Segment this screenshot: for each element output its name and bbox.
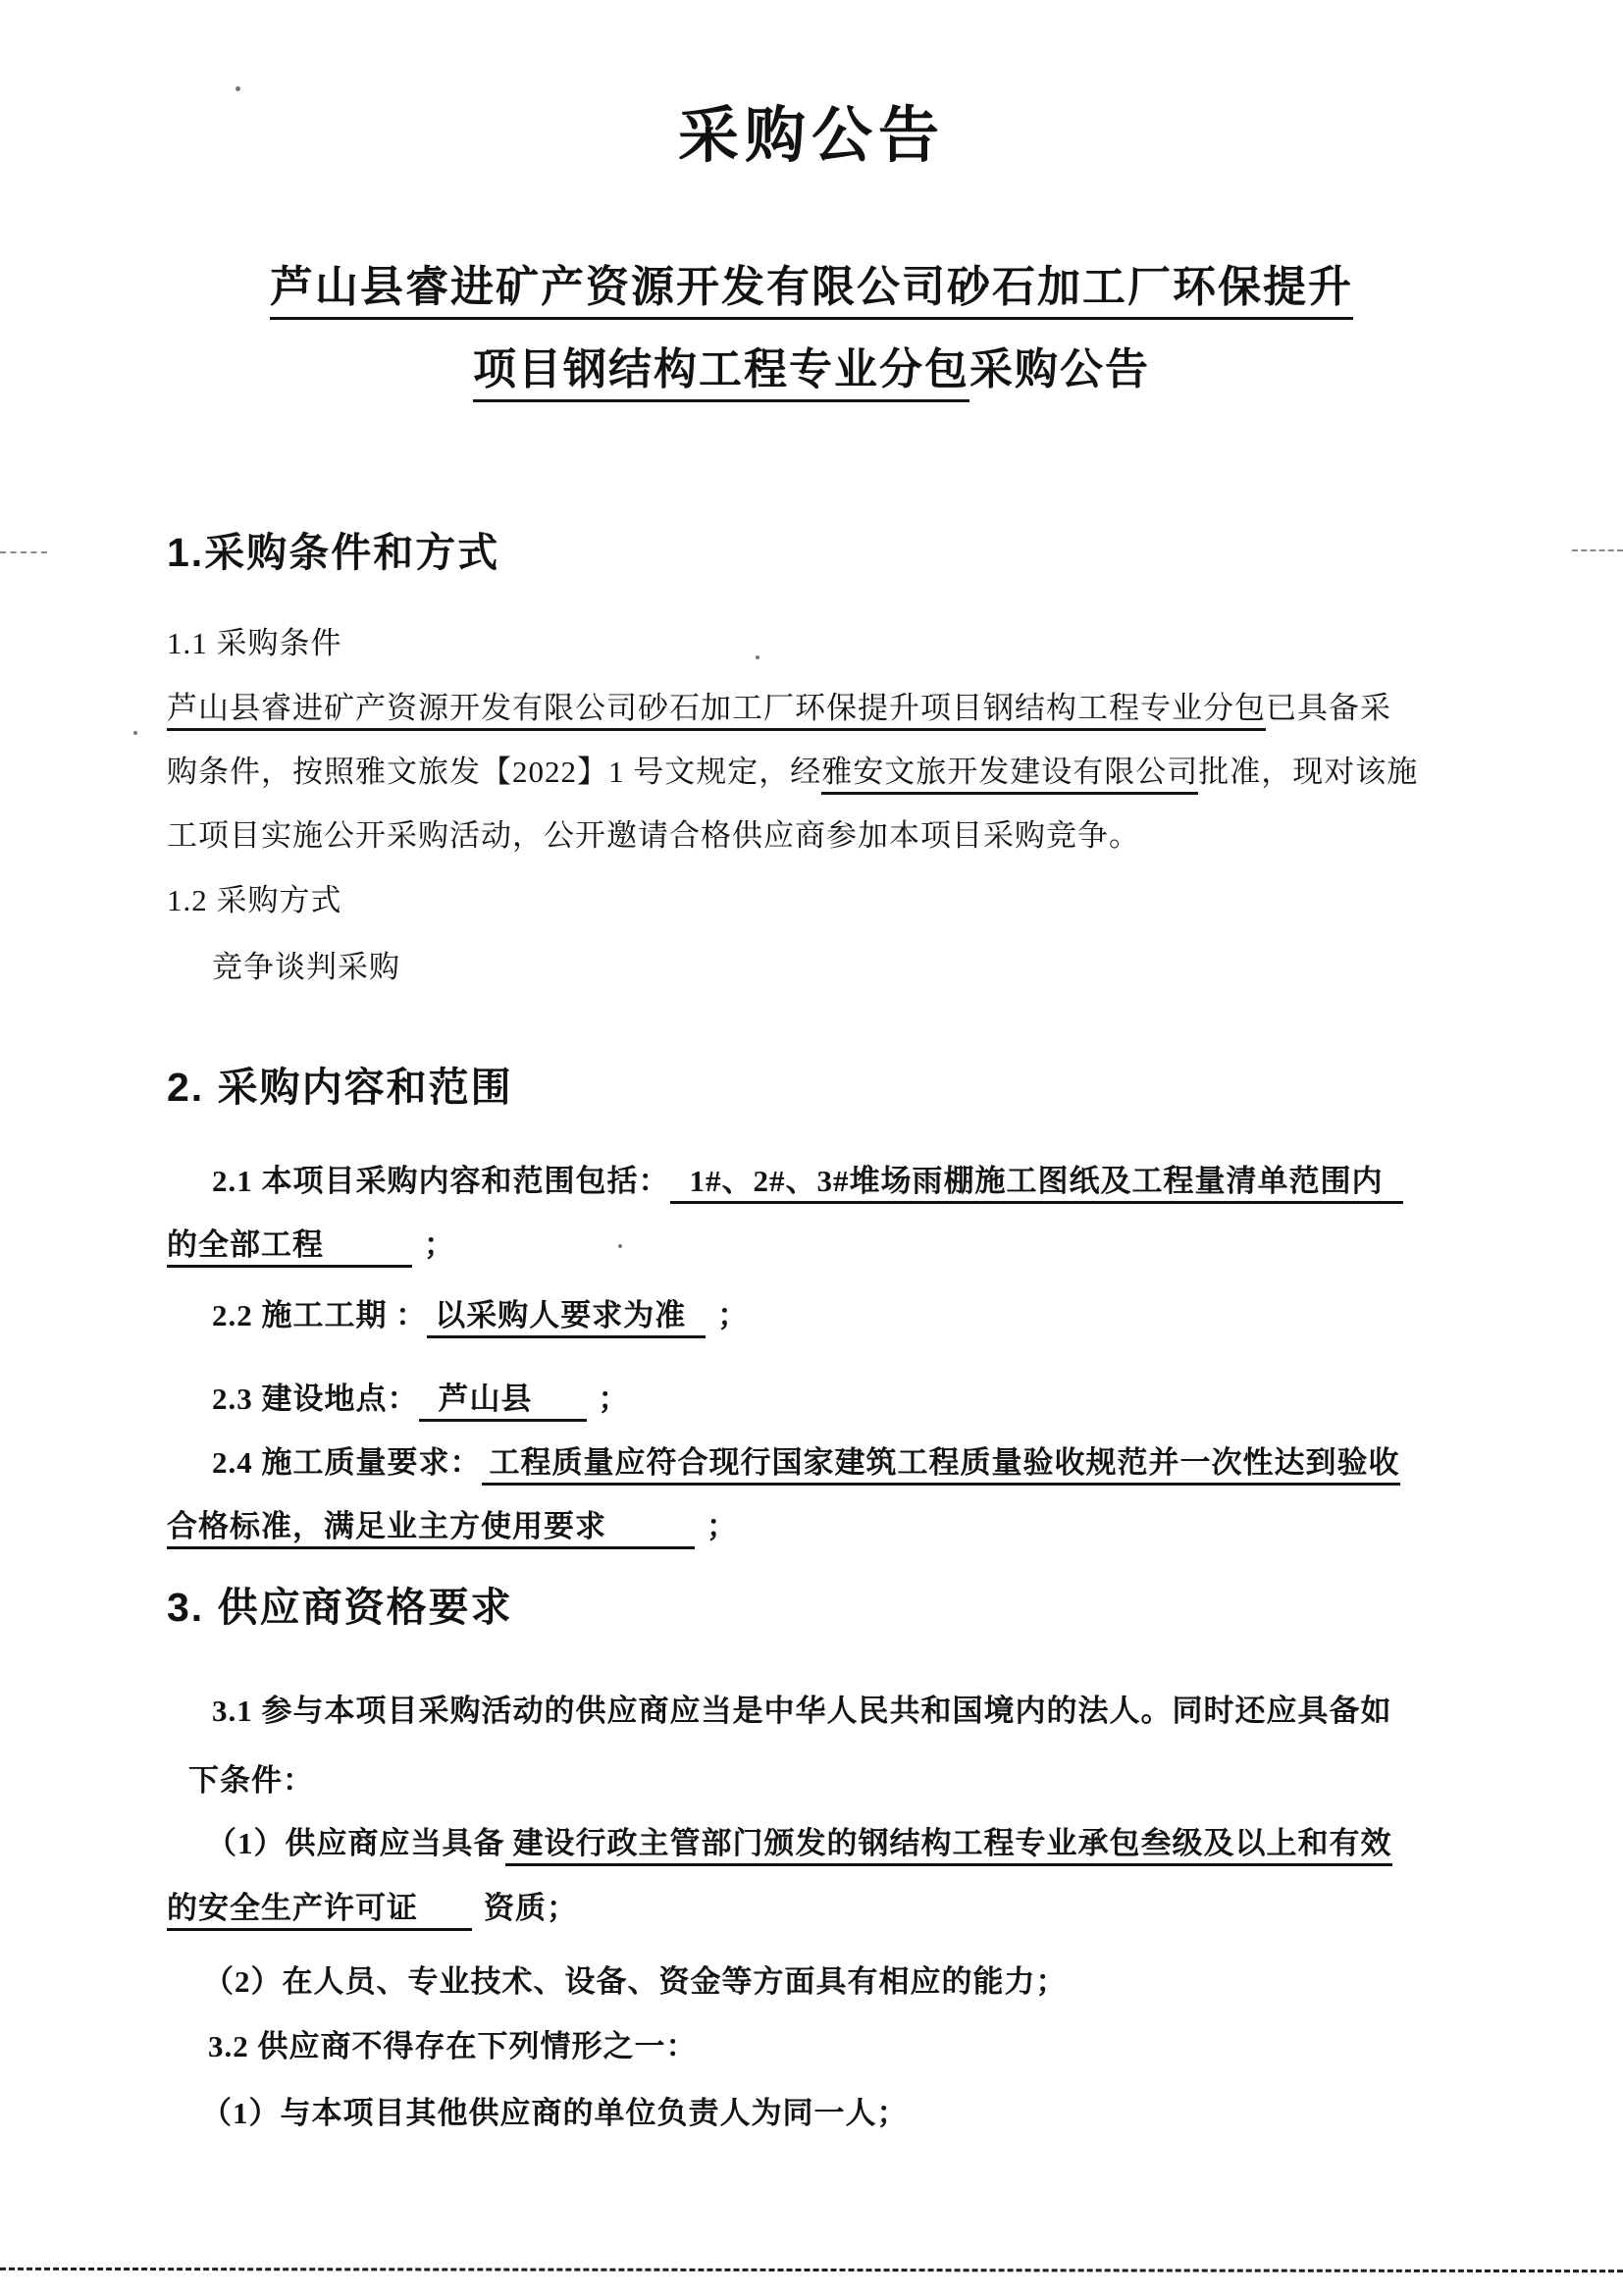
project-name-underlined: 芦山县睿进矿产资源开发有限公司砂石加工厂环保提升项目钢结构工程专业分包 [167,691,1266,731]
qualification-underlined: 建设行政主管部门颁发的钢结构工程专业承包叁级及以上和有效 [505,1826,1392,1866]
item-3-1-line2: 下条件： [188,1763,314,1798]
section-2-heading: 2. 采购内容和范围 [167,1065,513,1110]
scan-artifact-speck [618,1244,622,1248]
item-3-2-line1: 3.2 供应商不得存在下列情形之一： [208,2029,698,2063]
item-2-3-line [212,1374,630,1418]
section-1-2-heading: 1.2 采购方式 [167,883,342,917]
punctuation: ； [598,1382,630,1416]
punctuation: ； [424,1227,455,1262]
item-2-4-value-underlined: 合格标准，满足业主方使用要求 [167,1509,695,1549]
item-2-4-label: 2.4 施工质量要求： [212,1445,482,1480]
item-2-1-label: 2.1 本项目采购内容和范围包括： [212,1164,670,1198]
item-2-1-value-underlined: 的全部工程 [167,1227,412,1268]
scan-artifact-bottom-dashed-line [0,2268,1623,2272]
section-1-1-paragraph-line1 [167,683,1391,727]
item-2-4-line1 [212,1437,1400,1482]
approver-name-underlined: 雅安文旅开发建设有限公司 [821,755,1198,795]
punctuation: ； [717,1298,750,1332]
item-2-1-value-underlined: 1#、2#、3#堆场雨棚施工图纸及工程量清单范围内 [670,1164,1403,1204]
punctuation: ； [707,1509,738,1543]
item-2-4-line2 [167,1501,738,1545]
section-3-heading: 3. 供应商资格要求 [167,1585,513,1630]
item-2-4-value-underlined: 工程质量应符合现行国家建筑工程质量验收规范并一次性达到验收 [482,1445,1400,1486]
subtitle-line1-underlined: 芦山县睿进矿产资源开发有限公司砂石加工厂环保提升 [270,263,1353,320]
section-1-1-paragraph-line3: 工项目实施公开采购活动，公开邀请合格供应商参加本项目采购竞争。 [167,818,1140,853]
document-title: 采购公告 [677,102,945,170]
document-subtitle-line1 [0,251,1623,314]
subtitle-line2-rest: 采购公告 [969,345,1150,393]
item-3-1-sub1-pre: （1）供应商应当具备 [206,1826,505,1860]
scan-artifact-speck [236,86,240,91]
item-2-3-label: 2.3 建设地点： [212,1382,419,1416]
qualification-underlined: 的安全生产许可证 [167,1891,472,1931]
item-3-2-sub1: （1）与本项目其他供应商的单位负责人为同一人； [201,2096,909,2130]
item-2-1-line1 [212,1156,1403,1200]
item-3-1-sub2: （2）在人员、专业技术、设备、资金等方面具有相应的能力； [203,1964,1068,1999]
item-3-1-sub1-line2 [167,1883,578,1927]
section-1-2-value: 竞争谈判采购 [212,950,400,984]
item-3-1-line1: 3.1 参与本项目采购活动的供应商应当是中华人民共和国境内的法人。同时还应具备如 [212,1694,1392,1728]
item-3-1-sub1-line1 [206,1818,1392,1862]
item-2-2-label: 2.2 施工工期 ： [212,1298,428,1332]
paragraph-text: 批准，现对该施 [1198,755,1419,789]
item-3-1-sub1-post: 资质； [484,1891,578,1925]
section-1-1-heading: 1.1 采购条件 [167,626,342,660]
document-subtitle-line2 [0,334,1623,396]
scan-artifact-right-edge-dashes [1572,549,1623,551]
item-2-3-value-underlined: 芦山县 [419,1382,587,1422]
scan-artifact-speck [756,655,759,659]
paragraph-text: 已具备采 [1266,691,1391,725]
item-2-2-value-underlined: 以采购人要求为准 [427,1298,706,1338]
paragraph-text: 购条件，按照雅文旅发【2022】1 号文规定，经 [167,755,822,789]
section-1-heading: 1.采购条件和方式 [167,530,500,575]
subtitle-line2-underlined: 项目钢结构工程专业分包 [473,345,969,402]
scan-artifact-left-edge-dashes [0,551,47,553]
scan-artifact-speck [133,731,137,735]
item-2-1-line2 [167,1220,455,1264]
item-2-2-line [212,1290,749,1334]
section-1-1-paragraph-line2 [167,747,1418,791]
